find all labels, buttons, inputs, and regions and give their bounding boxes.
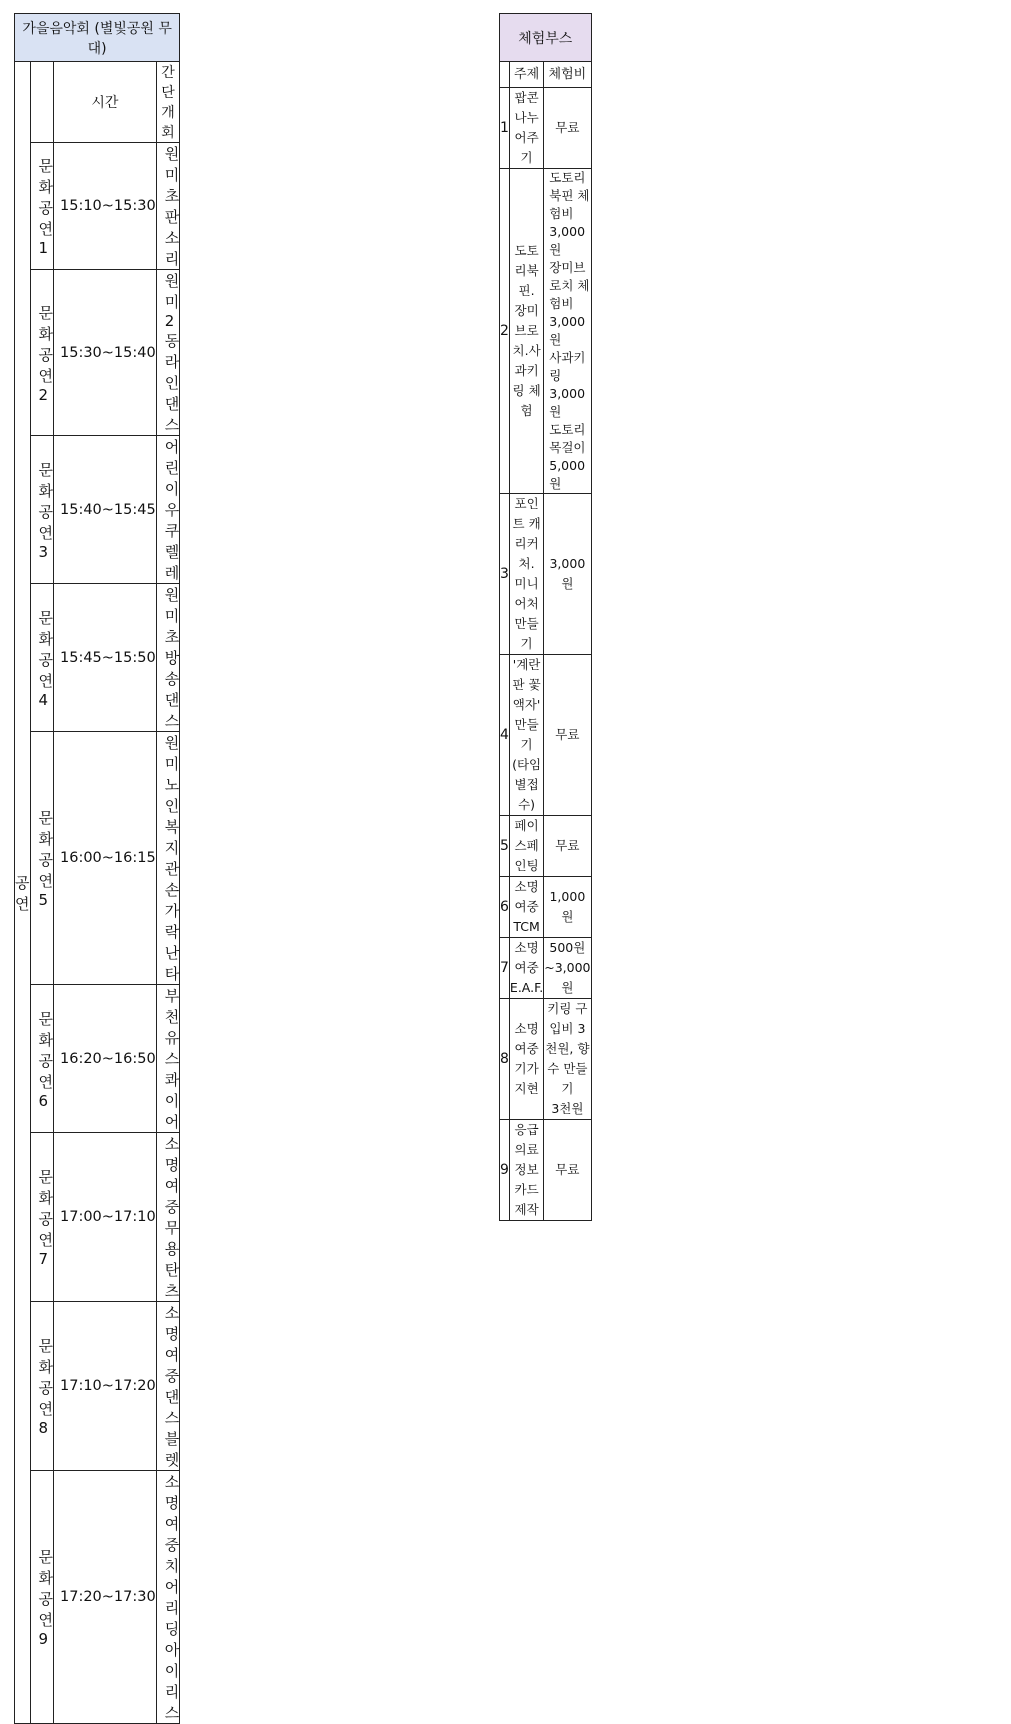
- booth-topic: [509, 999, 543, 1120]
- blank-header-cell: [500, 62, 510, 88]
- performance-desc: 원미2동 라인댄스: [156, 270, 180, 436]
- booth-topic: [509, 655, 543, 816]
- performance-desc: 원미초 방송 댄스: [156, 584, 180, 732]
- table-row: [15, 985, 180, 1133]
- performance-name: 문화공연4: [30, 584, 54, 732]
- fee-line: 무료: [555, 1162, 580, 1177]
- fee-line: 무료: [555, 727, 580, 742]
- table-row: [15, 1133, 180, 1302]
- concert-title: 가을음악회 (별빛공원 무대): [15, 14, 180, 62]
- booth-topic: [509, 494, 543, 655]
- fee-line: 사과키링 3,000원: [549, 350, 586, 419]
- performance-time: 15:10~15:30: [54, 143, 157, 270]
- booth-topic: [509, 938, 543, 999]
- booth-number: 2: [500, 169, 510, 494]
- topic-line: 소명여중 TCM: [513, 879, 540, 934]
- table-row: [15, 1471, 180, 1724]
- topic-line: 포인트 캐리커처.: [512, 496, 541, 571]
- fee-line: 무료: [555, 120, 580, 135]
- performance-time: 15:45~15:50: [54, 584, 157, 732]
- booth-topic: [509, 1120, 543, 1221]
- performance-desc: 소명여중 댄스 블렛: [156, 1302, 180, 1471]
- performance-time: 16:00~16:15: [54, 732, 157, 985]
- performance-name: 문화공연5: [30, 732, 54, 985]
- table-row: [500, 877, 592, 938]
- performance-name: 문화공연8: [30, 1302, 54, 1471]
- performance-desc: 어린이 우쿠렐레: [156, 436, 180, 584]
- topic-line: 팝콘 나누어주기: [514, 90, 539, 165]
- booth-topic: [509, 88, 543, 169]
- topic-line: 소명여중 E.A.F.: [509, 940, 544, 995]
- time-header: 시간: [54, 62, 157, 143]
- booth-fee: [544, 816, 591, 877]
- performance-name: 문화공연7: [30, 1133, 54, 1302]
- booth-number: 4: [500, 655, 510, 816]
- fee-line: 무료: [555, 838, 580, 853]
- booth-number: 3: [500, 494, 510, 655]
- performance-name: 문화공연1: [30, 143, 54, 270]
- performance-desc: 원미노인복지관 손가락난타: [156, 732, 180, 985]
- booth-table: [499, 13, 592, 1221]
- fee-line: 장미브로치 체험비 3,000 원: [549, 260, 590, 347]
- performance-desc: 소명여중 치어리딩 아이리스: [156, 1471, 180, 1724]
- topic-line: (타임별접수): [512, 757, 542, 812]
- table-row: [15, 1302, 180, 1471]
- performance-desc: 원미초 판소리: [156, 143, 180, 270]
- topic-line: 응급의료정보카드 제작: [514, 1122, 539, 1217]
- fee-line: 도토리목걸이 5,000원: [549, 422, 586, 491]
- booth-fee: [544, 999, 591, 1120]
- performance-time: 17:00~17:10: [54, 1133, 157, 1302]
- table-row: [500, 494, 592, 655]
- category-cell: 공연: [15, 62, 31, 1724]
- topic-header: 주제: [509, 62, 543, 88]
- booth-topic: [509, 877, 543, 938]
- performance-name: 문화공연2: [30, 270, 54, 436]
- table-row: [15, 436, 180, 584]
- table-row: [15, 270, 180, 436]
- booth-number: 8: [500, 999, 510, 1120]
- desc-header: 간단 개회: [156, 62, 180, 143]
- table-row: [15, 143, 180, 270]
- fee-line: 키링 구입비 3천원, 향수 만들기: [545, 1001, 590, 1096]
- table-row: [500, 1120, 592, 1221]
- booth-number: 5: [500, 816, 510, 877]
- booth-fee: [544, 1120, 591, 1221]
- topic-line: '계란판 꽃 액자' 만들기: [512, 657, 541, 752]
- booth-fee: [544, 877, 591, 938]
- performance-time: 17:10~17:20: [54, 1302, 157, 1471]
- topic-line: 소명여중 기가지현: [514, 1021, 539, 1096]
- topic-line: 도토리북핀.: [514, 243, 539, 298]
- performance-time: 16:20~16:50: [54, 985, 157, 1133]
- booth-number: 7: [500, 938, 510, 999]
- booth-fee: [544, 655, 591, 816]
- table-row: [500, 88, 592, 169]
- topic-line: 미니어처 만들기: [514, 576, 539, 651]
- fee-line: 1,000원: [549, 889, 586, 924]
- booth-fee: [544, 88, 591, 169]
- performance-time: 15:30~15:40: [54, 270, 157, 436]
- table-row: [15, 732, 180, 985]
- booth-fee: [544, 494, 591, 655]
- performance-desc: 부천유스콰이어: [156, 985, 180, 1133]
- fee-line: 3,000원: [549, 556, 586, 591]
- table-row: [500, 938, 592, 999]
- booth-number: 9: [500, 1120, 510, 1221]
- performance-name: 문화공연9: [30, 1471, 54, 1724]
- booth-number: 6: [500, 877, 510, 938]
- booth-fee: [544, 169, 591, 494]
- fee-header: 체험비: [544, 62, 591, 88]
- performance-time: 17:20~17:30: [54, 1471, 157, 1724]
- concert-table: [14, 13, 180, 1724]
- performance-time: 15:40~15:45: [54, 436, 157, 584]
- table-row: [500, 999, 592, 1120]
- booth-title: 체험부스: [500, 14, 592, 62]
- fee-line: 500원~3,000원: [544, 940, 591, 995]
- booth-topic: [509, 169, 543, 494]
- performance-desc: 소명여중 무용 탄츠: [156, 1133, 180, 1302]
- booth-topic: [509, 816, 543, 877]
- table-row: [500, 655, 592, 816]
- fee-line: 도토리북핀 체험비 3,000원: [549, 170, 590, 257]
- topic-line: 장미브로치.사과키링 체험: [512, 303, 541, 418]
- booth-fee: [544, 938, 591, 999]
- fee-line: 3천원: [551, 1101, 584, 1116]
- topic-line: 페이스페인팅: [514, 818, 539, 873]
- performance-name: 문화공연3: [30, 436, 54, 584]
- table-row: [500, 816, 592, 877]
- performance-name: 문화공연6: [30, 985, 54, 1133]
- table-row: [15, 584, 180, 732]
- table-row: [500, 169, 592, 494]
- booth-number: 1: [500, 88, 510, 169]
- blank-header-cell: [30, 62, 54, 143]
